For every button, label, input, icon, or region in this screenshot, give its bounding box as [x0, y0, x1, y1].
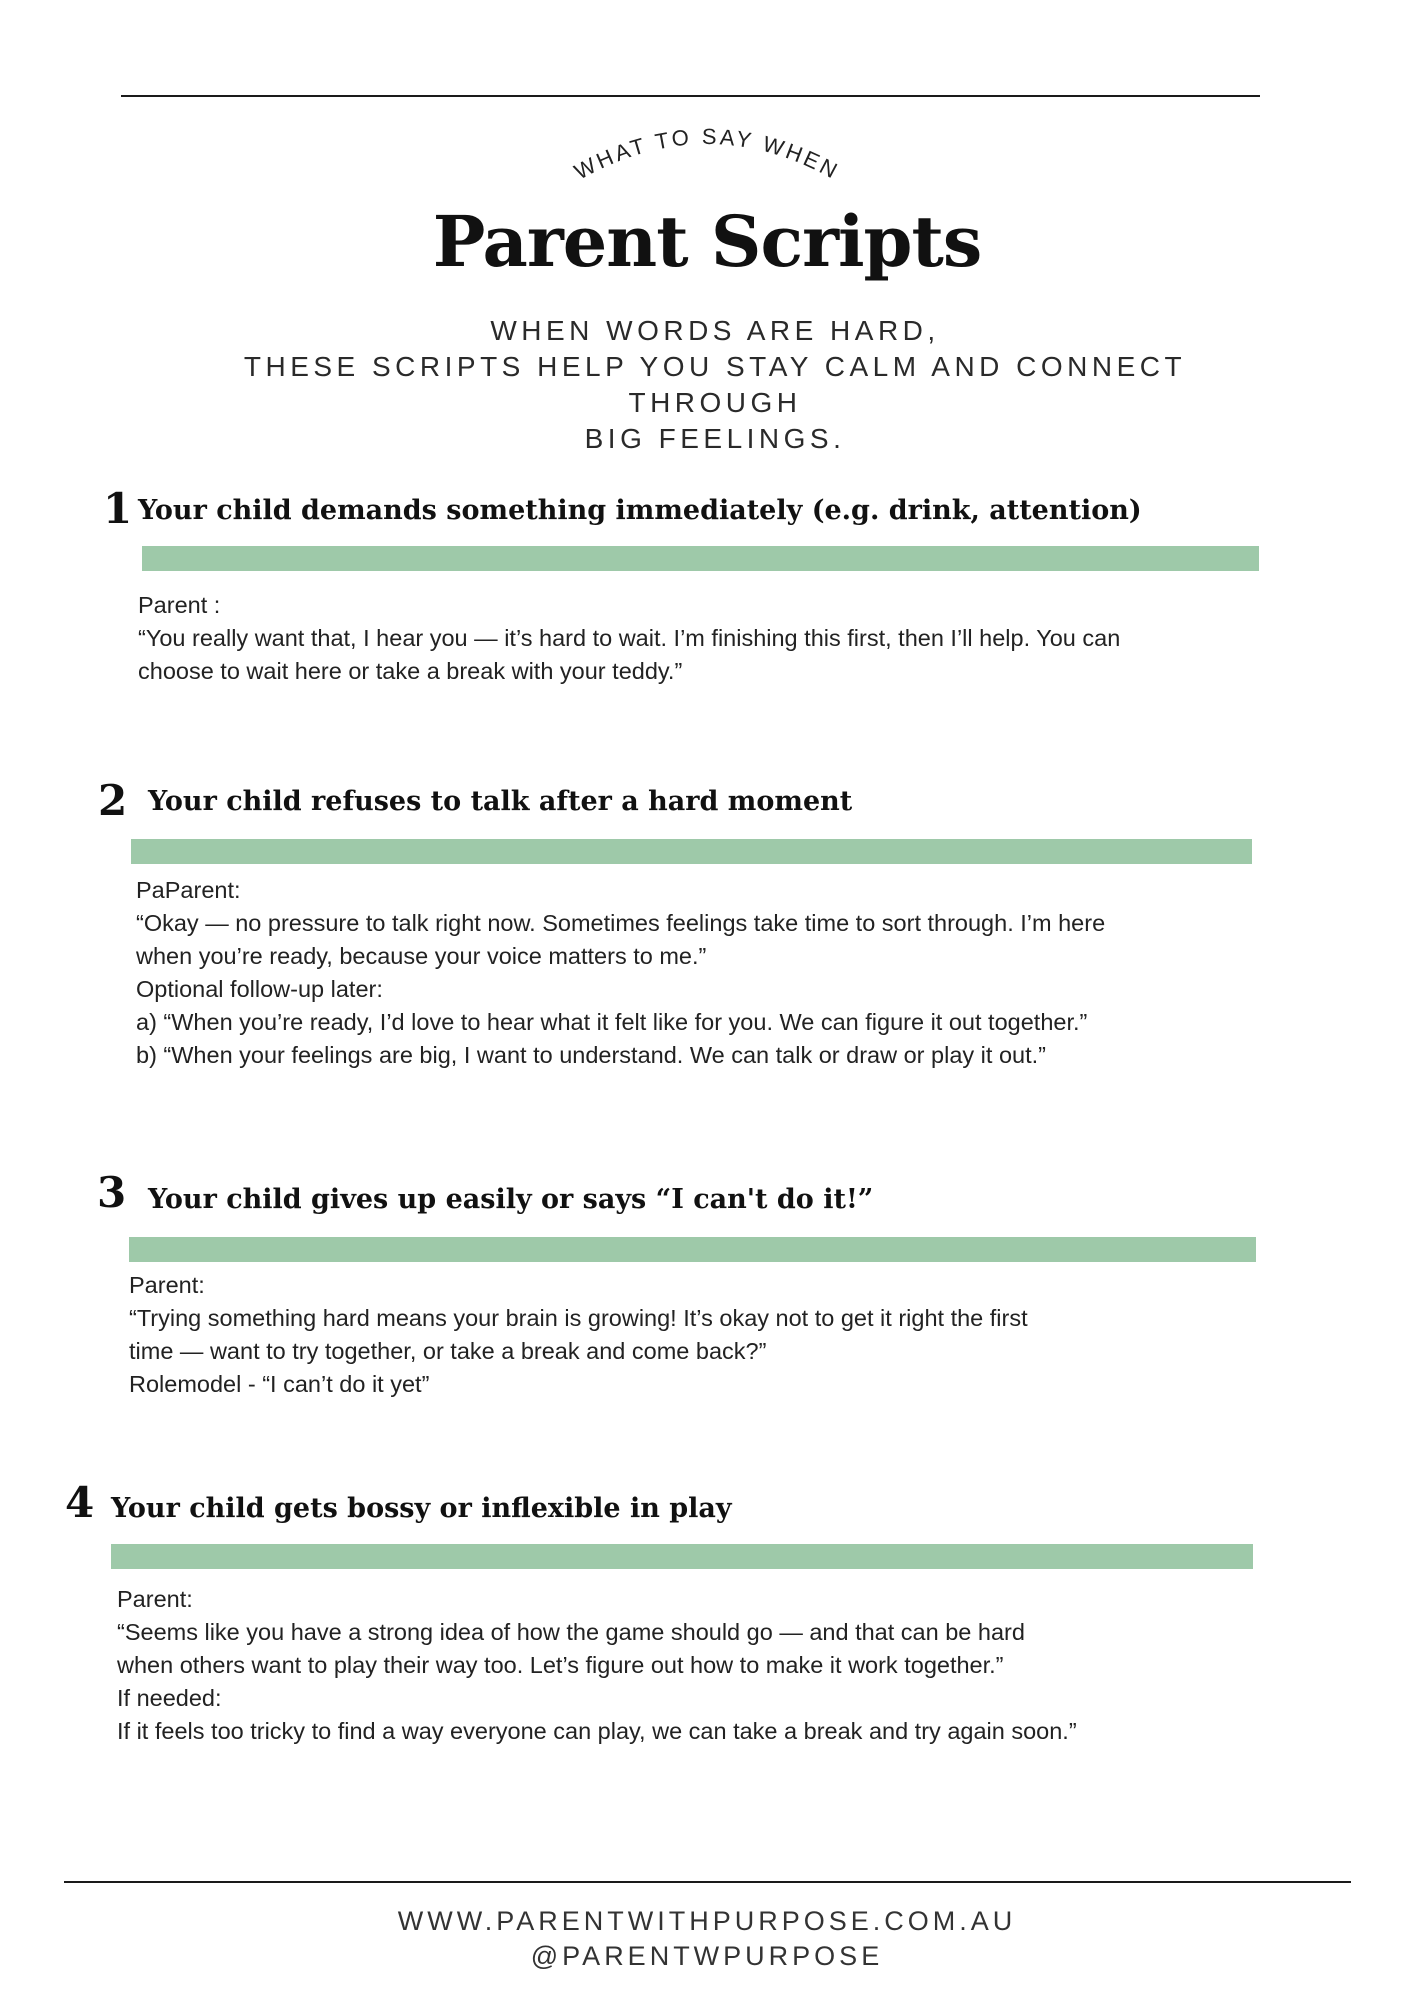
subtitle-line: THESE SCRIPTS HELP YOU STAY CALM AND CONNECT THROUGH — [243, 351, 1187, 418]
section-3-number: 3 — [97, 1168, 127, 1217]
subtitle-line: BIG FEELINGS. — [584, 423, 846, 454]
script-line: If needed: — [117, 1685, 222, 1711]
script-line: Optional follow-up later: — [136, 976, 383, 1002]
script-line: time — want to try together, or take a break and come back?” — [129, 1338, 767, 1364]
section-1-body — [138, 589, 1120, 688]
section-3-accent-bar — [129, 1237, 1256, 1262]
arc-subheading — [537, 112, 877, 202]
section-1-accent-bar — [142, 546, 1259, 571]
section-4-accent-bar — [111, 1544, 1253, 1569]
script-line: PaParent: — [136, 877, 241, 903]
footer-handle: @PARENTWPURPOSE — [530, 1941, 884, 1971]
section-4-body — [117, 1583, 1077, 1748]
script-line: “Okay — no pressure to talk right now. Sometimes feelings take time to sort through. I’m here — [136, 910, 1106, 936]
section-1-heading: Your child demands something immediately (e.g. drink, attention) — [138, 495, 1142, 526]
page-title: Parent Scripts — [432, 200, 982, 283]
svg-text:WHAT TO SAY WHEN — [570, 124, 844, 185]
script-line: “Trying something hard means your brain is growing! It’s okay not to get it right the first — [129, 1305, 1028, 1331]
script-line: Parent: — [117, 1586, 193, 1612]
page-subtitle — [180, 313, 1250, 457]
section-4-number: 4 — [65, 1478, 95, 1527]
section-3-heading: Your child gives up easily or says “I can't do it!” — [148, 1184, 874, 1215]
script-line: Parent : — [138, 592, 221, 618]
footer-website: WWW.PARENTWITHPURPOSE.COM.AU — [397, 1906, 1017, 1936]
top-divider — [121, 95, 1260, 97]
arc-text: WHAT TO SAY WHEN — [570, 123, 844, 185]
script-line: “Seems like you have a strong idea of how the game should go — and that can be hard — [117, 1619, 1025, 1645]
section-2-body — [136, 874, 1105, 1072]
script-line: when you’re ready, because your voice matters to me.” — [136, 943, 707, 969]
script-line: choose to wait here or take a break with your teddy.” — [138, 658, 683, 684]
section-2-heading: Your child refuses to talk after a hard moment — [148, 786, 853, 817]
section-1-number: 1 — [103, 484, 133, 533]
script-line: Rolemodel - “I can’t do it yet” — [129, 1371, 430, 1397]
section-2-number: 2 — [98, 776, 128, 825]
script-line: a) “When you’re ready, I’d love to hear what it felt like for you. We can figure it out together.” — [136, 1009, 1088, 1035]
script-line: b) “When your feelings are big, I want to understand. We can talk or draw or play it out.” — [136, 1042, 1046, 1068]
section-4-heading: Your child gets bossy or inflexible in play — [111, 1493, 732, 1524]
section-2-accent-bar — [131, 839, 1252, 864]
bottom-divider — [64, 1881, 1351, 1883]
script-line: “You really want that, I hear you — it’s hard to wait. I’m finishing this first, then I’ll help. You can — [138, 625, 1121, 651]
section-3-body — [129, 1269, 1028, 1401]
subtitle-line: WHEN WORDS ARE HARD, — [490, 315, 940, 346]
script-line: when others want to play their way too. Let’s figure out how to make it work together.” — [117, 1652, 1004, 1678]
script-line: If it feels too tricky to find a way everyone can play, we can take a break and try again soon.” — [117, 1718, 1077, 1744]
script-line: Parent: — [129, 1272, 205, 1298]
